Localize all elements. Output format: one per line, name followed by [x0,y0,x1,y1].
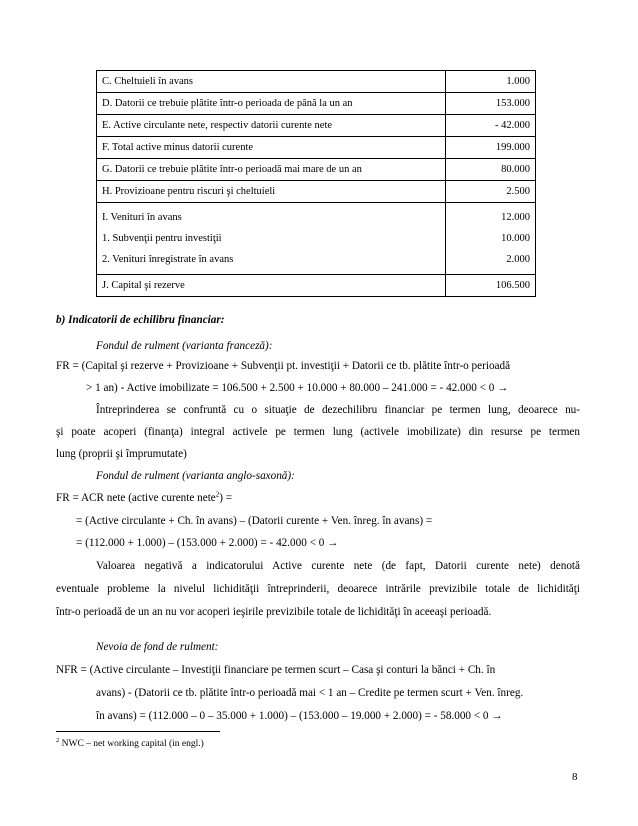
footnote-mark: 2 [56,736,60,744]
table-row [97,115,536,137]
footnote [56,736,204,749]
fr-anglo-formula-line3: = (112.000 + 1.000) – (153.000 + 2.000) = - 42.000 < 0 → [76,537,339,549]
fr-french-formula-line2: > 1 an) - Active imobilizate = 106.500 + 2.500 + 10.000 + 80.000 – 241.000 = - 42.000 < 0 → [86,382,509,394]
row-label-group [97,203,446,275]
table-row [97,137,536,159]
fr-french-formula-line1: FR = (Capital şi rezerve + Provizioane + Subvenţii pt. investiţii + Datorii ce tb. plătite într-o perioadă [56,360,511,372]
table-row [97,93,536,115]
row-label: E. Active circulante nete, respectiv datorii curente nete [97,115,446,137]
row-value: - 42.000 [445,115,535,137]
fr-anglo-para-line3: într-o perioadă de un an nu vor acoperi ieşirile previzibile totale de lichidităţi în aceeaşi perioadă. [56,606,492,618]
footnote-text: NWC – net working capital (in engl.) [59,739,204,749]
row-value: 199.000 [445,137,535,159]
footnote-separator [56,731,220,732]
fr-french-heading: Fondul de rulment (varianta franceză): [96,340,273,352]
row-value: 1.000 [445,71,535,93]
balance-sheet-table [96,70,536,297]
row-label: D. Datorii ce trebuie plătite într-o perioada de până la un an [97,93,446,115]
table-row [97,181,536,203]
fr-anglo-formula-line1 [56,491,232,505]
table-row-group [97,203,536,275]
fr-french-para-line2: şi poate acoperi (finanţa) integral activele pe termen lung (activele imobilizate) din resurse pe termen [56,426,580,438]
row-label: 1. Subvenţii pentru investiţii [102,233,222,244]
nfr-heading: Nevoia de fond de rulment: [96,641,219,653]
fr-anglo-para-line2: eventuale probleme la nivelul lichidităţii întreprinderii, deoarece intrările previzibile totale de lichidităţi [56,583,580,595]
table-row [97,159,536,181]
row-value: 10.000 [501,233,530,244]
row-label: F. Total active minus datorii curente [97,137,446,159]
row-value: 80.000 [445,159,535,181]
row-value: 153.000 [445,93,535,115]
row-label: G. Datorii ce trebuie plătite într-o perioadă mai mare de un an [97,159,446,181]
nfr-formula-line3: în avans) = (112.000 – 0 – 35.000 + 1.000) – (153.000 – 19.000 + 2.000) = - 58.000 < 0 → [96,710,503,722]
fr-anglo-heading: Fondul de rulment (varianta anglo-saxonă): [96,470,295,482]
fr-anglo-formula-end: ) = [219,492,233,504]
nfr-formula-line1: NFR = (Active circulante – Investiţii financiare pe termen scurt – Casa şi conturi la bănci + Ch. în [56,664,496,676]
row-label: C. Cheltuieli în avans [97,71,446,93]
row-value: 2.000 [506,254,530,265]
fr-anglo-formula-line2: = (Active circulante + Ch. în avans) – (Datorii curente + Ven. înreg. în avans) = [76,515,433,527]
fr-french-para-line1: Întreprinderea se confruntă cu o situaţie de dezechilibru financiar pe termen lung, deoarece nu- [96,404,580,416]
row-value-group [445,203,535,275]
row-value: 106.500 [445,275,535,297]
section-b-heading: b) Indicatorii de echilibru financiar: [56,314,225,326]
row-value: 12.000 [501,212,530,223]
table-row [97,71,536,93]
footnote-reference: 2 [215,490,220,499]
row-label: I. Venituri în avans [102,212,182,223]
row-label: 2. Venituri înregistrate în avans [102,254,234,265]
page-number: 8 [572,771,578,783]
fr-anglo-para-line1: Valoarea negativă a indicatorului Active curente nete (de fapt, Datorii curente nete) denotă [96,560,580,572]
row-label: J. Capital şi rezerve [97,275,446,297]
fr-anglo-formula-text: FR = ACR nete (active curente nete [56,492,216,504]
row-value: 2.500 [445,181,535,203]
table-row [97,275,536,297]
fr-french-para-line3: lung (proprii şi împrumutate) [56,448,187,460]
row-label: H. Provizioane pentru riscuri şi cheltuieli [97,181,446,203]
nfr-formula-line2: avans) - (Datorii ce tb. plătite într-o perioadă mai < 1 an – Credite pe termen scurt + Ven. înreg. [96,687,524,699]
